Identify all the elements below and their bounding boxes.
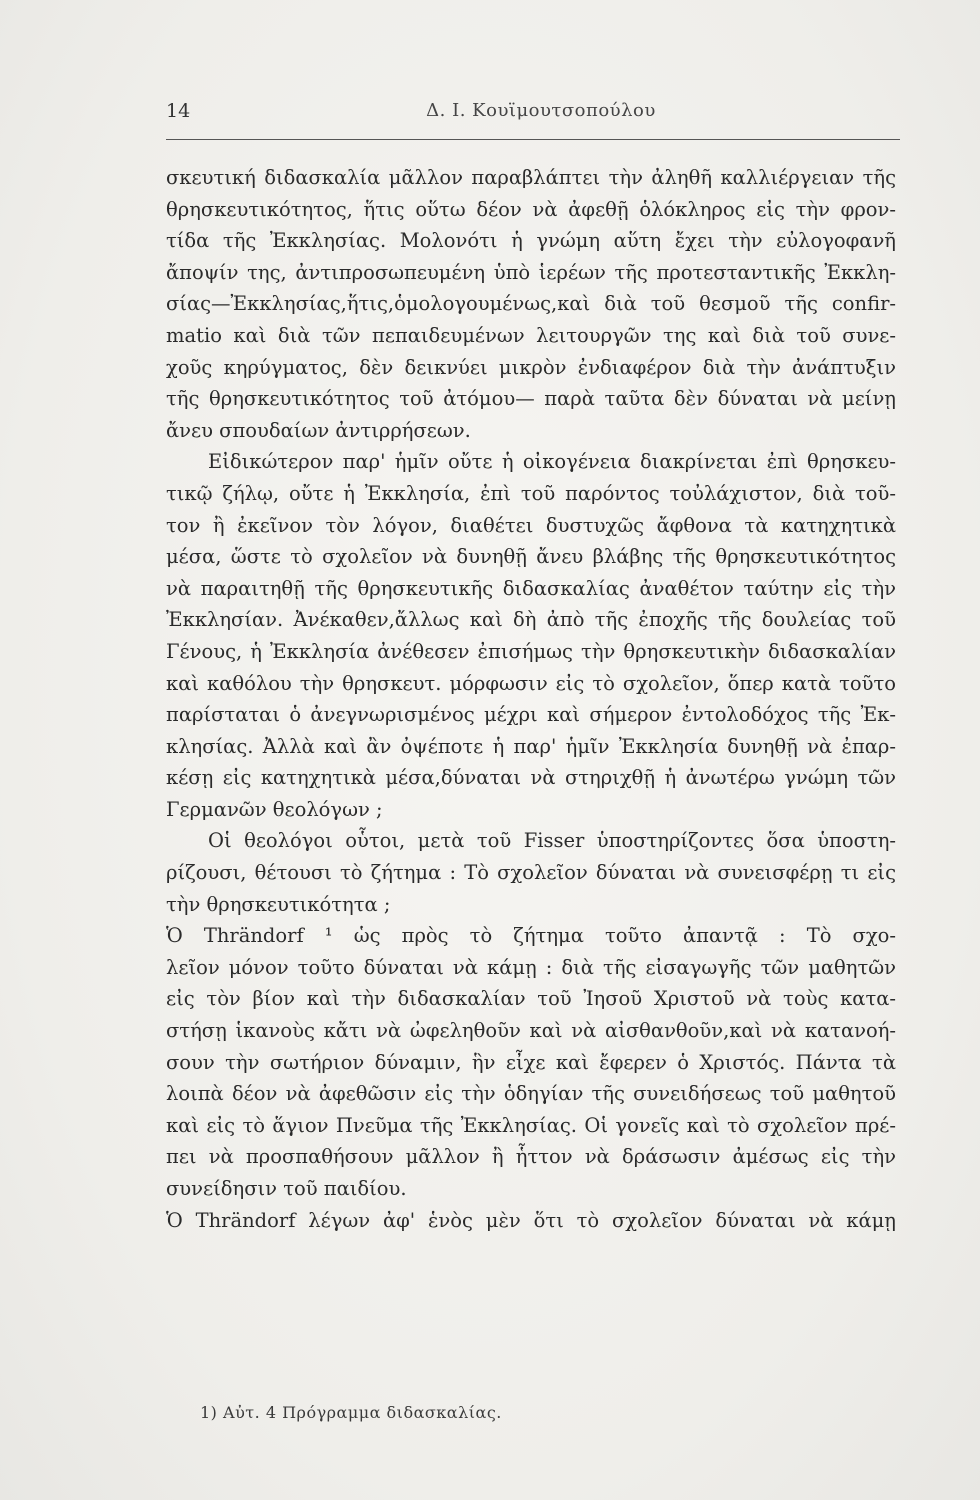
text-line: θρησκευτικότητος, ἥτις οὕτω δέον νὰ ἀφεθῇ ὁλόκληρος εἰς τὴν φρον- [166, 197, 896, 221]
text-line: τῆς θρησκευτικότητος τοῦ ἀτόμου— παρὰ ταῦτα δὲν δύναται νὰ μείνῃ [166, 387, 896, 411]
text-line: κέσῃ εἰς κατηχητικὰ μέσα,δύναται νὰ στηριχθῇ ἡ ἀνωτέρω γνώμη τῶν [166, 766, 896, 790]
page-header [166, 100, 900, 128]
text-line: Ὁ Thrändorf ¹ ὡς πρὸς τὸ ζήτημα τοῦτο ἀπαντᾷ : Τὸ σχο- [166, 924, 896, 948]
text-line: εἰς τὸν βίον καὶ τὴν διδασκαλίαν τοῦ Ἰησοῦ Χριστοῦ νὰ τοὺς κατα- [166, 987, 896, 1011]
text-line: Ὁ Thrändorf λέγων ἀφ' ἑνὸς μὲν ὅτι τὸ σχολεῖον δύναται νὰ κάμῃ [166, 1208, 896, 1232]
text-line: λεῖον μόνον τοῦτο δύναται νὰ κάμῃ : διὰ τῆς εἰσαγωγῆς τῶν μαθητῶν [166, 955, 896, 979]
text-line: σουν τὴν σωτήριον δύναμιν, ἣν εἶχε καὶ ἔφερεν ὁ Χριστός. Πάντα τὰ [166, 1050, 896, 1074]
text-line: τικῷ ζήλῳ, οὔτε ἡ Ἐκκλησία, ἐπὶ τοῦ παρόντος τοὐλάχιστον, διὰ τοῦ- [166, 481, 896, 505]
text-line: Γερμανῶν θεολόγων ; [166, 797, 383, 821]
text-line: πει νὰ προσπαθήσουν μᾶλλον ἢ ἧττον νὰ δράσωσιν ἀμέσως εἰς τὴν [166, 1145, 896, 1169]
text-line: σκευτική διδασκαλία μᾶλλον παραβλάπτει τὴν ἀληθῆ καλλιέργειαν τῆς [166, 166, 896, 189]
text-line: Εἰδικώτερον παρ' ἡμῖν οὔτε ἡ οἰκογένεια διακρίνεται ἐπὶ θρησκευ- [208, 450, 896, 474]
text-line: Οἱ θεολόγοι οὗτοι, μετὰ τοῦ Fisser ὑποστηρίζοντες ὅσα ὑποστη- [208, 829, 896, 853]
text-line: χοῦς κηρύγματος, δὲν δεικνύει μικρὸν ἐνδιαφέρον διὰ τὴν ἀνάπτυξιν [166, 355, 896, 379]
text-line: matio καὶ διὰ τῶν πεπαιδευμένων λειτουργῶν της καὶ διὰ τοῦ συνε- [166, 323, 896, 347]
footnote: 1) Αὐτ. 4 Πρόγραμμα διδασκαλίας. [200, 1403, 502, 1422]
text-line: ἄποψίν της, ἀντιπροσωπευμένη ὑπὸ ἱερέων τῆς προτεσταντικῆς Ἐκκλη- [166, 260, 896, 284]
text-line: Ἐκκλησίαν. Ἀνέκαθεν,ἄλλως καὶ δὴ ἀπὸ τῆς ἐποχῆς τῆς δουλείας τοῦ [166, 608, 896, 632]
text-line: μέσα, ὥστε τὸ σχολεῖον νὰ δυνηθῇ ἄνευ βλάβης τῆς θρησκευτικότητος [166, 545, 896, 569]
text-line: στήσῃ ἱκανοὺς κἄτι νὰ ὠφεληθοῦν καὶ νὰ αἰσθανθοῦν,καὶ νὰ κατανοή- [166, 1019, 896, 1043]
text-line: παρίσταται ὁ ἀνεγνωρισμένος μέχρι καὶ σήμερον ἐντολοδόχος τῆς Ἐκ- [166, 703, 896, 727]
text-line: Γένους, ἡ Ἐκκλησία ἀνέθεσεν ἐπισήμως τὴν θρησκευτικὴν διδασκαλίαν [166, 639, 896, 663]
body-text [166, 162, 896, 1236]
text-line: ρίζουσι, θέτουσι τὸ ζήτημα : Τὸ σχολεῖον δύναται νὰ συνεισφέρῃ τι εἰς [166, 861, 896, 885]
text-line: νὰ παραιτηθῇ τῆς θρησκευτικῆς διδασκαλίας ἀναθέτον ταύτην εἰς τὴν [166, 576, 896, 600]
running-title: Δ. Ι. Κουϊμουτσοπούλου [426, 100, 656, 121]
text-line: συνείδησιν τοῦ παιδίου. [166, 1177, 407, 1200]
header-rule [166, 139, 900, 140]
text-line: λοιπὰ δέον νὰ ἀφεθῶσιν εἰς τὴν ὁδηγίαν τῆς συνειδήσεως τοῦ μαθητοῦ [166, 1082, 896, 1106]
text-line: τον ἢ ἐκεῖνον τὸν λόγον, διαθέτει δυστυχῶς ἄφθονα τὰ κατηχητικὰ [166, 513, 896, 537]
text-line: καὶ εἰς τὸ ἅγιον Πνεῦμα τῆς Ἐκκλησίας. Οἱ γονεῖς καὶ τὸ σχολεῖον πρέ- [166, 1113, 896, 1137]
text-line: τὴν θρησκευτικότητα ; [166, 892, 391, 916]
text-line: σίας—Ἐκκλησίας,ἥτις,ὁμολογουμένως,καὶ διὰ τοῦ θεσμοῦ τῆς confir- [166, 292, 896, 316]
text-line: τίδα τῆς Ἐκκλησίας. Μολονότι ἡ γνώμη αὕτη ἔχει τὴν εὐλογοφανῆ [166, 229, 896, 253]
text-line: κλησίας. Ἀλλὰ καὶ ἂν ὀψέποτε ἡ παρ' ἡμῖν Ἐκκλησία δυνηθῇ νὰ ἐπαρ- [166, 734, 896, 758]
text-line: ἄνευ σπουδαίων ἀντιρρήσεων. [166, 418, 471, 442]
text-line: καὶ καθόλου τὴν θρησκευτ. μόρφωσιν εἰς τὸ σχολεῖον, ὅπερ κατὰ τοῦτο [166, 671, 896, 695]
page-number: 14 [166, 100, 191, 122]
